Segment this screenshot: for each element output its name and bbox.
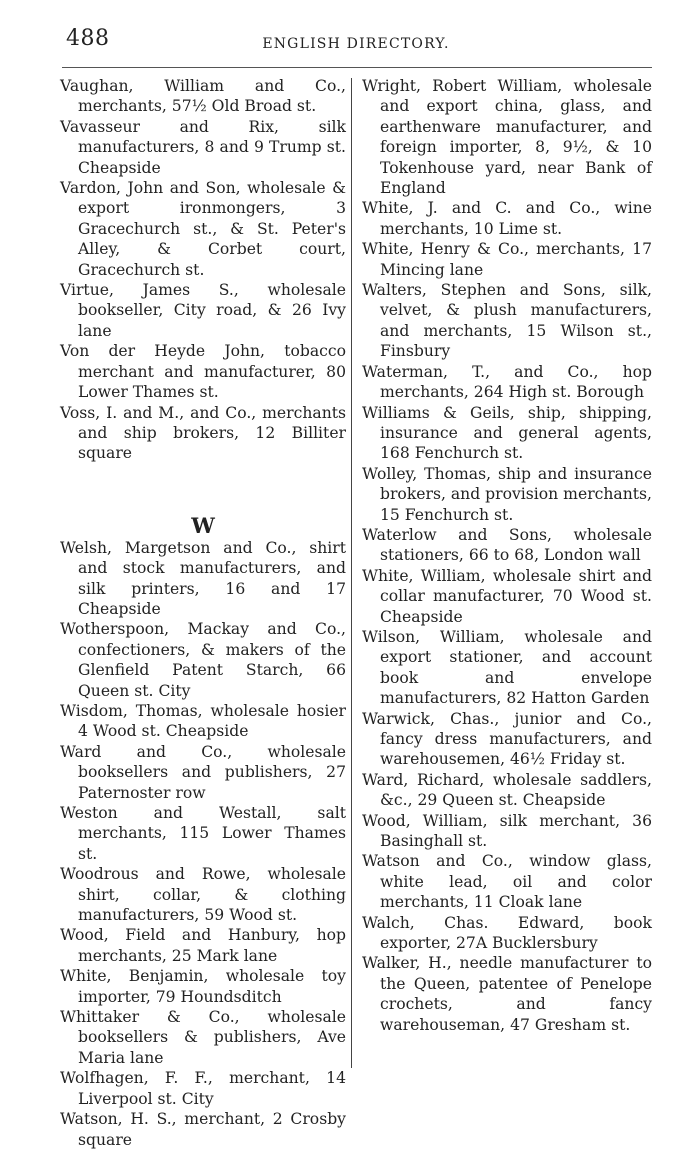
directory-entry: White, Henry & Co., merchants, 17 Mincing lane xyxy=(362,240,652,279)
page-header xyxy=(62,26,650,60)
running-title: ENGLISH DIRECTORY. xyxy=(262,36,450,52)
directory-entry: Walch, Chas. Edward, book exporter, 27A Bucklersbury xyxy=(362,913,652,953)
directory-entry: Walker, H., needle manufacturer to the Queen, patentee of Penelope crochets, and fancy warehouseman, 47 Gresham st. xyxy=(362,954,652,1034)
directory-entry: Wood, William, silk merchant, 36 Basinghall st. xyxy=(362,811,652,851)
directory-entry: Vardon, John and Son, wholesale & export ironmongers, 3 Gracechurch st., & St. Peter's Alley, & Corbet court, Gracechurch st. xyxy=(60,179,346,279)
directory-entry: Wotherspoon, Mackay and Co., confectioners, & makers of the Glenfield Patent Starch, 66 Queen st. City xyxy=(60,620,346,700)
directory-entry: Wood, Field and Hanbury, hop merchants, 25 Mark lane xyxy=(60,926,346,965)
directory-entry: Wisdom, Thomas, wholesale hosier 4 Wood st. Cheapside xyxy=(60,701,346,741)
column-divider xyxy=(351,78,352,1068)
directory-entry: Woodrous and Rowe, wholesale shirt, collar, & clothing manufacturers, 59 Wood st. xyxy=(60,865,346,925)
right-column xyxy=(362,76,652,1035)
directory-entry: Warwick, Chas., junior and Co., fancy dress manufacturers, and warehousemen, 46½ Friday st. xyxy=(362,709,652,769)
right-entries xyxy=(362,76,652,1035)
directory-entry: Wolley, Thomas, ship and insurance brokers, and provision merchants, 15 Fenchurch st. xyxy=(362,464,652,524)
page-number: 488 xyxy=(66,26,110,51)
directory-entry: Welsh, Margetson and Co., shirt and stock manufacturers, and silk printers, 16 and 17 Cheapside xyxy=(60,538,346,618)
left-column xyxy=(60,76,346,1150)
directory-entry: Williams & Geils, ship, shipping, insurance and general agents, 168 Fenchurch st. xyxy=(362,403,652,463)
directory-entry: Wolfhagen, F. F., merchant, 14 Liverpool st. City xyxy=(60,1069,346,1108)
directory-entry: Wright, Robert William, wholesale and export china, glass, and earthenware manufacturer, and foreign importer, 8, 9½, & 10 Tokenhouse yard, near Bank of England xyxy=(362,77,652,198)
directory-entry: Wilson, William, wholesale and export stationer, and account book and envelope manufacturers, 82 Hatton Garden xyxy=(362,627,652,708)
directory-entry: Ward, Richard, wholesale saddlers, &c., 29 Queen st. Cheapside xyxy=(362,770,652,810)
directory-entry: Watson and Co., window glass, white lead, oil and color merchants, 11 Cloak lane xyxy=(362,852,652,912)
directory-entry: White, William, wholesale shirt and collar manufacturer, 70 Wood st. Cheapside xyxy=(362,566,652,626)
directory-entry: Waterlow and Sons, wholesale stationers, 66 to 68, London wall xyxy=(362,525,652,565)
directory-entry: Vaughan, William and Co., merchants, 57½ Old Broad st. xyxy=(60,77,346,116)
directory-entry: Ward and Co., wholesale booksellers and publishers, 27 Paternoster row xyxy=(60,742,346,802)
directory-entry: Voss, I. and M., and Co., merchants and ship brokers, 12 Billiter square xyxy=(60,403,346,463)
directory-entry: Watson, H. S., merchant, 2 Crosby square xyxy=(60,1110,346,1149)
directory-entry: White, J. and C. and Co., wine merchants, 10 Lime st. xyxy=(362,199,652,238)
directory-entry: Virtue, James S., wholesale bookseller, City road, & 26 Ivy lane xyxy=(60,281,346,340)
directory-entry: Vavasseur and Rix, silk manufacturers, 8 and 9 Trump st. Cheapside xyxy=(60,117,346,177)
directory-entry: Walters, Stephen and Sons, silk, velvet, & plush manufacturers, and merchants, 15 Wilson st., Finsbury xyxy=(362,281,652,361)
header-rule xyxy=(62,67,652,68)
directory-entry: Weston and Westall, salt merchants, 115 Lower Thames st. xyxy=(60,804,346,863)
directory-entry: Whittaker & Co., wholesale booksellers & publishers, Ave Maria lane xyxy=(60,1008,346,1067)
directory-entry: White, Benjamin, wholesale toy importer, 79 Houndsditch xyxy=(60,967,346,1006)
directory-entry: Von der Heyde John, tobacco merchant and manufacturer, 80 Lower Thames st. xyxy=(60,342,346,402)
left-entries-before xyxy=(60,76,346,464)
directory-entry: Waterman, T., and Co., hop merchants, 264 High st. Borough xyxy=(362,362,652,402)
left-entries-after xyxy=(60,538,346,1150)
section-letter-w: W xyxy=(191,512,215,538)
